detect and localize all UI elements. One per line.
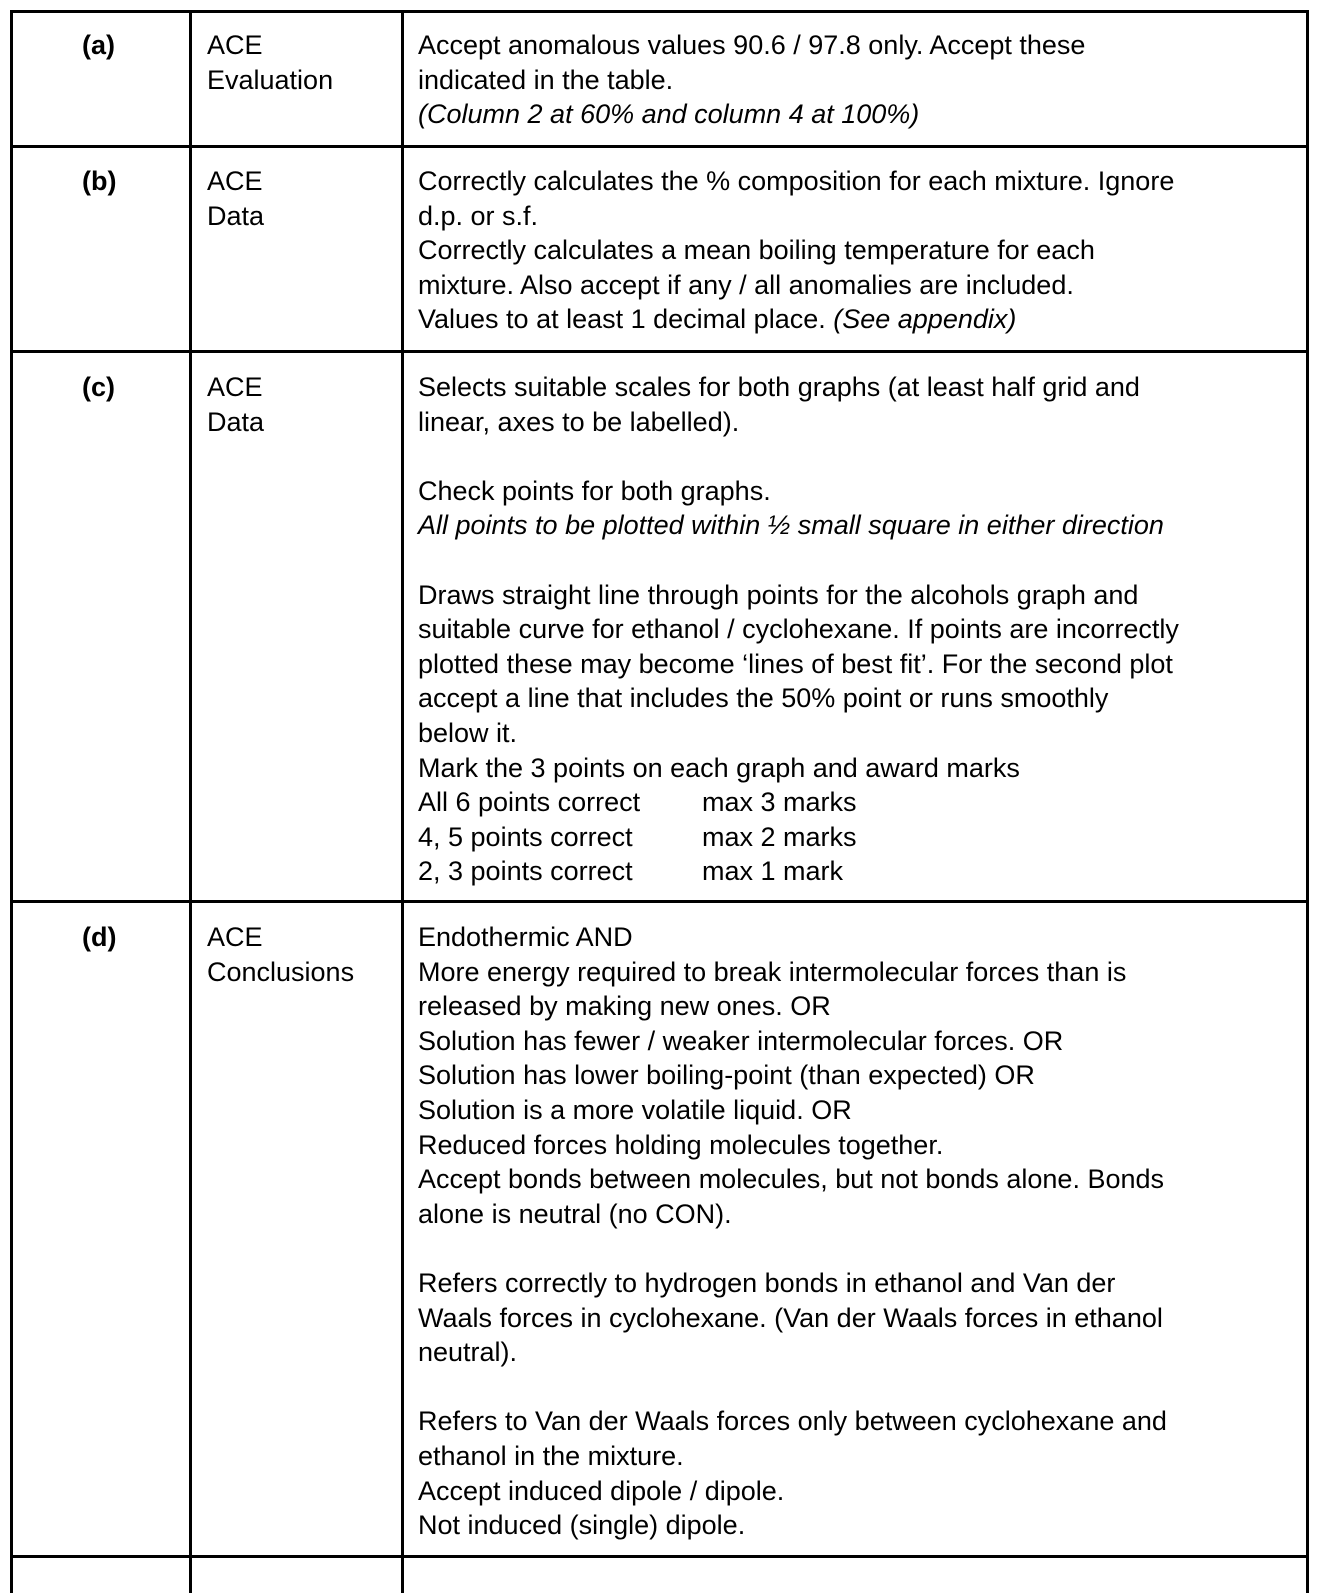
- assessment-line: Data: [207, 200, 265, 231]
- assessment-line: ACE: [207, 166, 263, 196]
- guidance-line: More energy required to break intermolecular forces than is: [418, 956, 1127, 987]
- assessment-cell: [207, 164, 264, 233]
- guidance-line: neutral).: [418, 1337, 518, 1368]
- guidance-cell: [418, 370, 1179, 889]
- guidance-line: Refers to Van der Waals forces only between cyclohexane and: [418, 1406, 1167, 1437]
- max-marks: max 3 marks: [702, 787, 857, 818]
- guidance-line: plotted these may become ‘lines of best fit’. For the second plot: [418, 648, 1173, 679]
- guidance-line: Solution has fewer / weaker intermolecular forces. OR: [418, 1025, 1064, 1056]
- guidance-cell: [418, 164, 1174, 337]
- marks-row: [418, 854, 1179, 889]
- row-divider-b-c: [10, 350, 1309, 353]
- guidance-line: Solution is a more volatile liquid. OR: [418, 1094, 852, 1125]
- part-label: (c): [82, 372, 115, 402]
- guidance-line: Reduced forces holding molecules together.: [418, 1129, 944, 1160]
- guidance-line: suitable curve for ethanol / cyclohexane. If points are incorrectly: [418, 614, 1179, 645]
- points-correct: 2, 3 points correct: [418, 856, 633, 887]
- guidance-line: released by making new ones. OR: [418, 991, 831, 1022]
- column-divider-2: [401, 10, 404, 1593]
- assessment-cell: [207, 370, 264, 439]
- assessment-line: Conclusions: [207, 956, 355, 987]
- guidance-line: Check points for both graphs.: [418, 475, 771, 506]
- part-label: (b): [82, 166, 117, 196]
- guidance-line: All points to be plotted within ½ small square in either direction: [418, 510, 1164, 541]
- guidance-blank-line: [418, 1370, 1167, 1405]
- marks-row: [418, 820, 1179, 855]
- column-divider-1: [189, 10, 192, 1593]
- guidance-line: mixture. Also accept if any / all anomalies are included.: [418, 269, 1074, 300]
- assessment-line: Data: [207, 406, 265, 437]
- guidance-blank-line: [418, 543, 1179, 578]
- part-label: (a): [82, 30, 115, 60]
- marks-row: [418, 785, 1179, 820]
- assessment-cell: [207, 28, 333, 97]
- assessment-line: ACE: [207, 372, 263, 402]
- guidance-cell: [418, 920, 1167, 1543]
- assessment-line: Evaluation: [207, 64, 334, 95]
- assessment-line: ACE: [207, 922, 263, 952]
- max-marks: max 1 mark: [702, 856, 844, 887]
- table-border-left: [10, 10, 13, 1593]
- guidance-line: Accept anomalous values 90.6 / 97.8 only. Accept these: [418, 30, 1086, 60]
- row-divider-top: [10, 10, 1309, 13]
- guidance-line: [418, 302, 1174, 337]
- guidance-line: Mark the 3 points on each graph and award marks: [418, 752, 1020, 783]
- guidance-line: ethanol in the mixture.: [418, 1440, 684, 1471]
- assessment-cell: [207, 920, 354, 989]
- points-correct: All 6 points correct: [418, 787, 641, 818]
- guidance-line: Selects suitable scales for both graphs (at least half grid and: [418, 372, 1140, 402]
- part-label: (d): [82, 922, 117, 952]
- guidance-italic-note: (See appendix): [833, 304, 1017, 335]
- guidance-line: Solution has lower boiling-point (than expected) OR: [418, 1060, 1035, 1091]
- table-border-right: [1306, 10, 1309, 1593]
- row-divider-a-b: [10, 145, 1309, 148]
- guidance-line: Accept induced dipole / dipole.: [418, 1475, 785, 1506]
- points-correct: 4, 5 points correct: [418, 821, 633, 852]
- max-marks: max 2 marks: [702, 821, 857, 852]
- guidance-line: accept a line that includes the 50% point or runs smoothly: [418, 683, 1109, 714]
- guidance-line: Correctly calculates a mean boiling temperature for each: [418, 235, 1095, 266]
- row-divider-bottom: [10, 1555, 1309, 1558]
- guidance-line: (Column 2 at 60% and column 4 at 100%): [418, 99, 920, 130]
- guidance-line: Waals forces in cyclohexane. (Van der Waals forces in ethanol: [418, 1302, 1163, 1333]
- guidance-text: Values to at least 1 decimal place.: [418, 304, 834, 335]
- guidance-line: Draws straight line through points for the alcohols graph and: [418, 579, 1139, 610]
- guidance-line: d.p. or s.f.: [418, 200, 539, 231]
- guidance-line: Not induced (single) dipole.: [418, 1510, 746, 1541]
- guidance-line: Accept bonds between molecules, but not bonds alone. Bonds: [418, 1164, 1165, 1195]
- guidance-line: linear, axes to be labelled).: [418, 406, 740, 437]
- guidance-line: Correctly calculates the % composition for each mixture. Ignore: [418, 166, 1175, 196]
- row-divider-c-d: [10, 900, 1309, 903]
- guidance-line: alone is neutral (no CON).: [418, 1198, 732, 1229]
- guidance-cell: [418, 28, 1085, 132]
- guidance-line: below it.: [418, 717, 518, 748]
- guidance-blank-line: [418, 1231, 1167, 1266]
- guidance-line: Endothermic AND: [418, 922, 633, 952]
- guidance-blank-line: [418, 439, 1179, 474]
- assessment-line: ACE: [207, 30, 263, 60]
- guidance-line: Refers correctly to hydrogen bonds in ethanol and Van der: [418, 1267, 1116, 1298]
- guidance-line: indicated in the table.: [418, 64, 674, 95]
